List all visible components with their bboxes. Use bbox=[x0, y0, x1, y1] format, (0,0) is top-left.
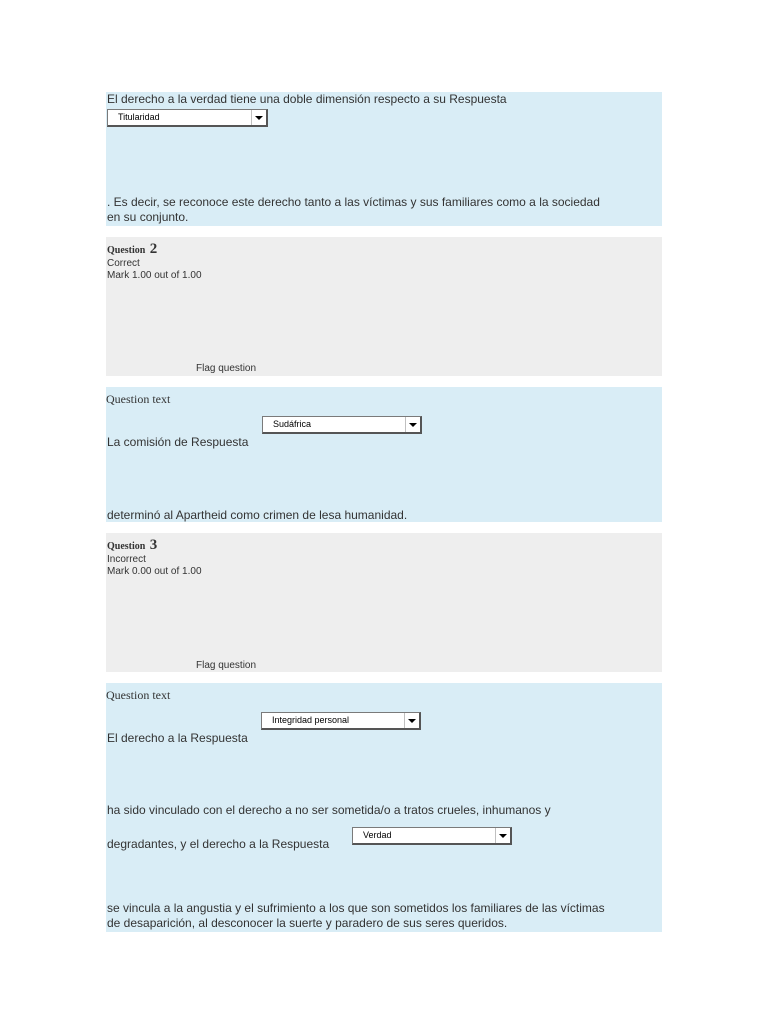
question1-text-before: El derecho a la verdad tiene una doble dimensión respecto a su Respuesta bbox=[107, 92, 507, 106]
question1-answer-select[interactable] bbox=[107, 109, 268, 127]
question3-flag-link[interactable]: Flag question bbox=[196, 660, 257, 671]
question3-answer-value-2: Verdad bbox=[363, 830, 392, 840]
question3-text-before: El derecho a la Respuesta bbox=[107, 731, 248, 745]
question3-state: Incorrect bbox=[107, 554, 146, 565]
question2-text-before: La comisión de Respuesta bbox=[107, 435, 249, 449]
question1-text-after-line1: . Es decir, se reconoce este derecho tanto a las víctimas y sus familiares como a la sociedad bbox=[107, 195, 600, 209]
question3-label: Question bbox=[107, 541, 146, 552]
question1-answer-value: Titularidad bbox=[118, 112, 160, 122]
question3-answer-select-1[interactable] bbox=[261, 712, 421, 730]
question2-text-label: Question text bbox=[106, 392, 171, 406]
question3-number: 3 bbox=[149, 537, 158, 553]
question2-info bbox=[106, 237, 662, 376]
question3-text-after-line2: de desaparición, al desconocer la suerte y paradero de sus seres queridos. bbox=[107, 916, 508, 930]
question1-content bbox=[106, 92, 662, 226]
question2-label: Question bbox=[107, 245, 146, 256]
question2-text-after: determinó al Apartheid como crimen de lesa humanidad. bbox=[107, 508, 408, 522]
question2-answer-value: Sudáfrica bbox=[273, 419, 312, 429]
question3-grade: Mark 0.00 out of 1.00 bbox=[107, 566, 202, 577]
question3-content bbox=[106, 683, 662, 932]
question3-text-label: Question text bbox=[106, 688, 171, 702]
chevron-down-icon[interactable] bbox=[404, 713, 419, 728]
question3-text-after-line1: se vincula a la angustia y el sufrimiento a los que son sometidos los familiares de las víctimas bbox=[107, 901, 605, 915]
question2-answer-select[interactable] bbox=[262, 416, 422, 434]
question3-info bbox=[106, 533, 662, 672]
question3-text-before-2: degradantes, y el derecho a la Respuesta bbox=[107, 837, 330, 851]
question2-number: 2 bbox=[149, 241, 158, 257]
question3-answer-select-2[interactable] bbox=[352, 827, 512, 845]
question2-header bbox=[107, 240, 202, 282]
question2-flag-link[interactable]: Flag question bbox=[196, 363, 257, 374]
question2-content bbox=[106, 387, 662, 522]
question3-text-middle: ha sido vinculado con el derecho a no ser sometida/o a tratos crueles, inhumanos y bbox=[107, 803, 551, 817]
chevron-down-icon[interactable] bbox=[251, 110, 266, 125]
question2-state: Correct bbox=[107, 258, 140, 269]
question2-grade: Mark 1.00 out of 1.00 bbox=[107, 270, 202, 281]
question1-text-after-line2: en su conjunto. bbox=[107, 210, 189, 224]
chevron-down-icon[interactable] bbox=[405, 417, 420, 432]
question3-header bbox=[107, 536, 202, 578]
question3-answer-value-1: Integridad personal bbox=[272, 715, 350, 725]
chevron-down-icon[interactable] bbox=[495, 828, 510, 843]
